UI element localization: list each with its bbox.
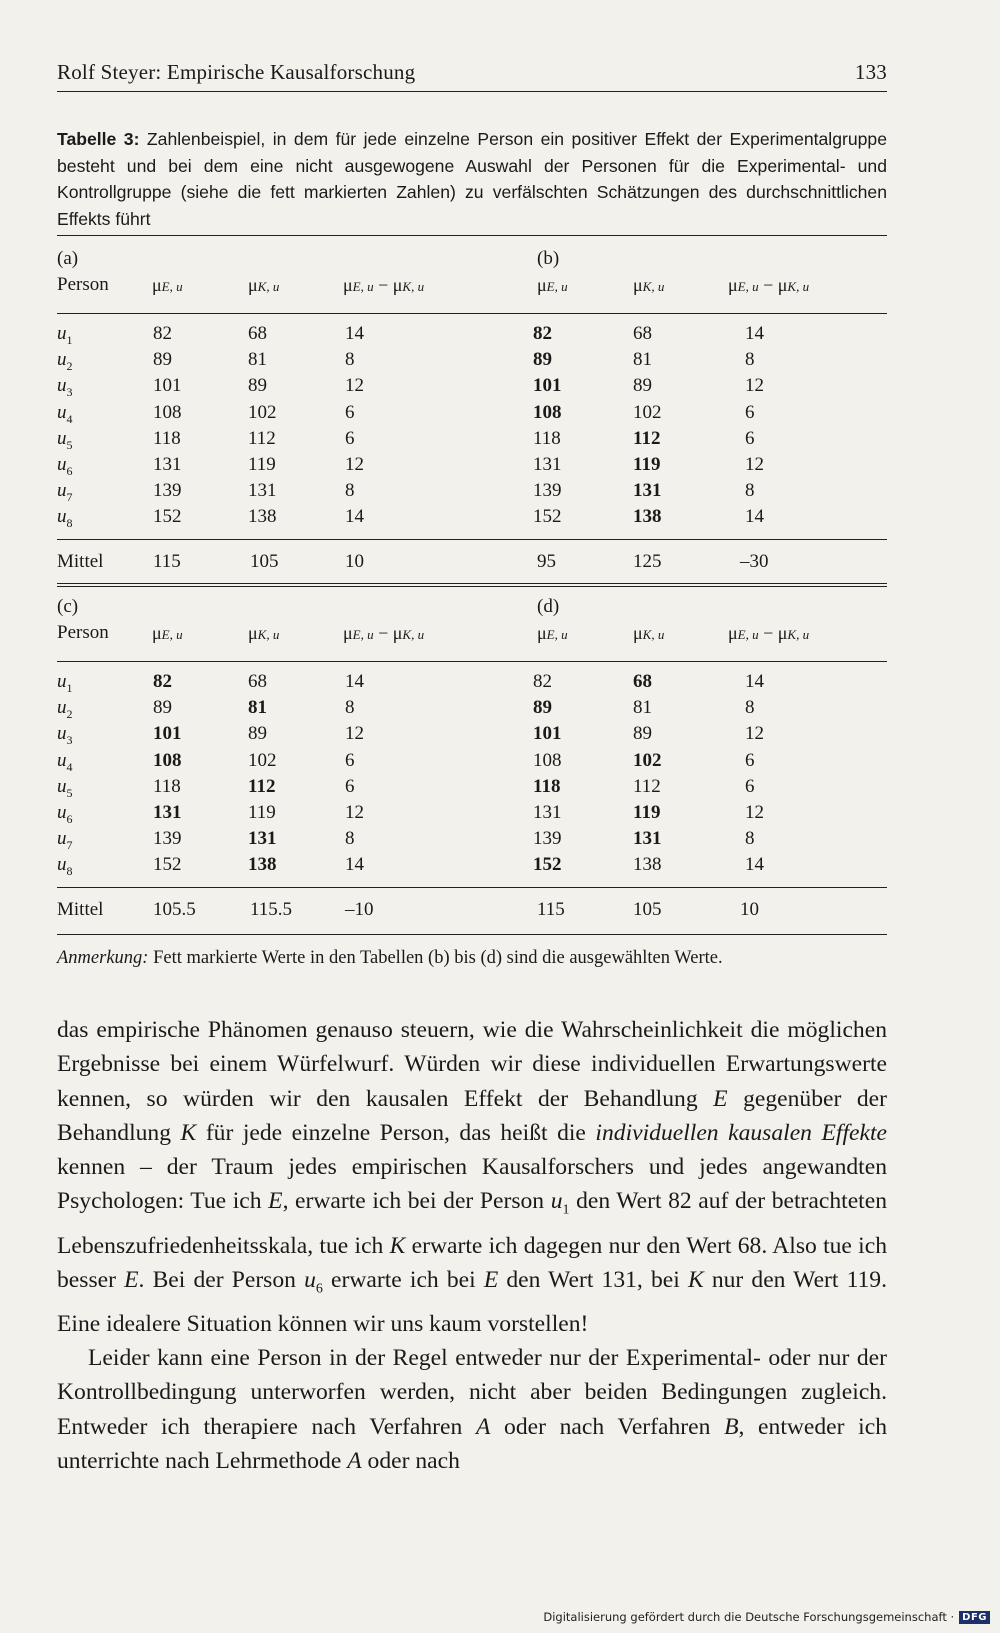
value-cell: 102 bbox=[248, 749, 277, 771]
column-header-mu-k: μK, u bbox=[633, 623, 665, 643]
value-cell: 131 bbox=[248, 828, 277, 850]
row-person-label: $u_6$ bbox=[57, 454, 73, 478]
value-cell: 14 bbox=[745, 323, 764, 344]
value-cell: 89 bbox=[533, 697, 552, 719]
column-header-mu-k: μK, u bbox=[248, 275, 280, 295]
value-cell: 14 bbox=[745, 854, 764, 876]
header-rule bbox=[57, 661, 887, 662]
value-cell: 6 bbox=[345, 401, 355, 423]
subtable-label: (d) bbox=[537, 596, 560, 617]
value-cell: 102 bbox=[633, 401, 662, 423]
mean-value: 105 bbox=[633, 898, 662, 920]
header-rule bbox=[57, 91, 887, 92]
column-header-person: Person bbox=[57, 622, 109, 643]
value-cell: 8 bbox=[745, 697, 755, 719]
value-cell: 12 bbox=[745, 723, 764, 745]
value-cell: 81 bbox=[248, 349, 267, 371]
value-cell: 14 bbox=[345, 854, 364, 876]
value-cell: 6 bbox=[745, 427, 755, 449]
value-cell: 118 bbox=[533, 427, 561, 449]
mean-value: –30 bbox=[740, 550, 769, 572]
value-cell: 8 bbox=[345, 828, 355, 850]
value-cell: 101 bbox=[533, 375, 562, 397]
value-cell: 14 bbox=[345, 506, 364, 528]
emphasis-term: individuellen kausalen Effekte bbox=[595, 1119, 887, 1146]
value-cell: 152 bbox=[153, 854, 182, 876]
row-person-label: $u_4$ bbox=[57, 749, 73, 774]
value-cell: 8 bbox=[745, 349, 755, 371]
mean-value: 115 bbox=[153, 550, 181, 572]
value-cell: 131 bbox=[248, 480, 277, 502]
table-bottom-rule bbox=[57, 586, 887, 587]
table-top-rule bbox=[57, 583, 887, 584]
column-header-diff: μE, u − μK, u bbox=[343, 275, 425, 295]
table-bottom-rule bbox=[57, 934, 887, 935]
subtable-label: (c) bbox=[57, 596, 79, 617]
value-cell: 81 bbox=[633, 697, 652, 719]
value-cell: 14 bbox=[345, 323, 364, 344]
value-cell: 89 bbox=[633, 375, 652, 397]
value-cell: 119 bbox=[633, 802, 661, 823]
value-cell: 108 bbox=[533, 749, 562, 771]
value-cell: 112 bbox=[633, 775, 661, 797]
value-cell: 14 bbox=[345, 671, 364, 692]
value-cell: 12 bbox=[745, 802, 764, 823]
value-cell: 131 bbox=[633, 828, 662, 850]
value-cell: 131 bbox=[533, 454, 562, 475]
value-cell: 102 bbox=[633, 749, 662, 771]
value-cell: 12 bbox=[345, 802, 364, 823]
header-rule bbox=[57, 313, 887, 314]
value-cell: 89 bbox=[153, 349, 172, 371]
value-cell: 108 bbox=[533, 401, 562, 423]
note-text: Fett markierte Werte in den Tabellen (b) bis (d) sind die ausgewählten Werte. bbox=[153, 948, 723, 968]
column-header-diff: μE, u − μK, u bbox=[728, 623, 810, 643]
value-cell: 138 bbox=[633, 506, 662, 528]
value-cell: 8 bbox=[745, 480, 755, 502]
value-cell: 119 bbox=[248, 454, 276, 475]
value-cell: 102 bbox=[248, 401, 277, 423]
mean-value: 95 bbox=[537, 550, 556, 572]
value-cell: 118 bbox=[153, 775, 181, 797]
value-cell: 108 bbox=[153, 749, 182, 771]
mean-value: 115 bbox=[537, 898, 565, 920]
value-cell: 81 bbox=[633, 349, 652, 371]
mean-value: 10 bbox=[345, 550, 364, 572]
row-person-label: $u_7$ bbox=[57, 480, 73, 504]
column-header-person: Person bbox=[57, 274, 109, 295]
caption-text: Zahlenbeispiel, in dem für jede einzelne Person ein positiver Effekt der Experimentalgruppe besteht und bei dem eine nicht ausgewogene Auswahl der Personen für die Experimental- und Kontrollgruppe (siehe die fett markierten Zahlen) zu verfälschten Schätzungen des durchschnittlichen Effekts führt bbox=[57, 129, 888, 229]
column-header-mu-e: μE, u bbox=[152, 275, 183, 295]
value-cell: 6 bbox=[745, 401, 755, 423]
row-person-label: $u_4$ bbox=[57, 401, 73, 426]
column-header-mu-e: μE, u bbox=[537, 623, 568, 643]
row-person-label: $u_2$ bbox=[57, 349, 73, 373]
column-header-diff: μE, u − μK, u bbox=[728, 275, 810, 295]
value-cell: 14 bbox=[745, 506, 764, 528]
value-cell: 68 bbox=[248, 323, 267, 344]
value-cell: 101 bbox=[153, 723, 182, 745]
value-cell: 89 bbox=[248, 723, 267, 745]
value-cell: 81 bbox=[248, 697, 267, 719]
value-cell: 82 bbox=[153, 671, 172, 692]
value-cell: 89 bbox=[633, 723, 652, 745]
value-cell: 8 bbox=[345, 349, 355, 371]
mean-label: Mittel bbox=[57, 898, 104, 920]
value-cell: 89 bbox=[248, 375, 267, 397]
row-person-label: $u_2$ bbox=[57, 697, 73, 721]
row-person-label: $u_8$ bbox=[57, 506, 73, 531]
value-cell: 131 bbox=[633, 480, 662, 502]
column-header-mu-e: μE, u bbox=[537, 275, 568, 295]
value-cell: 112 bbox=[248, 775, 276, 797]
value-cell: 101 bbox=[153, 375, 182, 397]
subtable-label: (b) bbox=[537, 248, 560, 269]
note-label: Anmerkung: bbox=[57, 948, 149, 968]
row-person-label: $u_6$ bbox=[57, 802, 73, 826]
value-cell: 152 bbox=[533, 854, 562, 876]
value-cell: 12 bbox=[745, 454, 764, 475]
row-person-label: $u_5$ bbox=[57, 775, 73, 800]
value-cell: 82 bbox=[153, 323, 172, 344]
value-cell: 138 bbox=[248, 854, 277, 876]
value-cell: 118 bbox=[153, 427, 181, 449]
column-header-diff: μE, u − μK, u bbox=[343, 623, 425, 643]
value-cell: 152 bbox=[153, 506, 182, 528]
value-cell: 112 bbox=[633, 427, 661, 449]
subtable-label: (a) bbox=[57, 248, 79, 269]
value-cell: 8 bbox=[745, 828, 755, 850]
row-person-label: $u_3$ bbox=[57, 375, 73, 400]
mean-rule bbox=[57, 887, 887, 888]
paragraph-1: das empirische Phänomen genauso steuern, wie die Wahrscheinlichkeit die möglichen Ergebnisse bei einem Würfelwurf. Würden wir diese individuellen Erwartungswerte kennen, so würden wir den kausalen Effekt der Behandlung E gegenüber der Behandlung K für jede einzelne Person, das heißt die individuellen kausalen Effekte kennen – der Traum jedes empirischen Kausalforschers und jedes angewandten Psychologen: Tue ich E, erwarte ich bei der Person $u_1$ den Wert 82 auf der betrachteten Lebenszufriedenheitsskala, tue ich K erwarte ich dagegen nur den Wert 68. Also tue ich besser E. Bei der Person $u_6$ erwarte ich bei E den Wert 131, bei K nur den Wert 119. Eine idealere Situation können wir uns kaum vorstellen! bbox=[57, 1017, 887, 1337]
digitization-footer bbox=[543, 1610, 990, 1624]
value-cell: 139 bbox=[533, 480, 562, 502]
value-cell: 12 bbox=[345, 454, 364, 475]
value-cell: 6 bbox=[345, 427, 355, 449]
mean-value: 115.5 bbox=[250, 898, 293, 920]
row-person-label: $u_7$ bbox=[57, 828, 73, 852]
value-cell: 68 bbox=[633, 671, 652, 692]
value-cell: 6 bbox=[745, 749, 755, 771]
value-cell: 89 bbox=[153, 697, 172, 719]
value-cell: 138 bbox=[248, 506, 277, 528]
running-title: Rolf Steyer: Empirische Kausalforschung bbox=[57, 60, 416, 84]
row-person-label: $u_5$ bbox=[57, 427, 73, 452]
table-note bbox=[57, 948, 887, 969]
column-header-mu-e: μE, u bbox=[152, 623, 183, 643]
value-cell: 112 bbox=[248, 427, 276, 449]
value-cell: 108 bbox=[153, 401, 182, 423]
value-cell: 101 bbox=[533, 723, 562, 745]
running-header bbox=[57, 60, 887, 85]
table-top-rule bbox=[57, 235, 887, 236]
mean-value: 125 bbox=[633, 550, 662, 572]
value-cell: 131 bbox=[153, 802, 182, 823]
value-cell: 68 bbox=[248, 671, 267, 692]
column-header-mu-k: μK, u bbox=[633, 275, 665, 295]
mean-value: 105 bbox=[250, 550, 279, 572]
value-cell: 82 bbox=[533, 671, 552, 692]
row-person-label: $u_1$ bbox=[57, 671, 73, 695]
value-cell: 139 bbox=[153, 828, 182, 850]
row-person-label: $u_3$ bbox=[57, 723, 73, 748]
value-cell: 118 bbox=[533, 775, 561, 797]
column-header-mu-k: μK, u bbox=[248, 623, 280, 643]
footer-text: Digitalisierung gefördert durch die Deutsche Forschungsgemeinschaft · bbox=[543, 1610, 955, 1624]
value-cell: 68 bbox=[633, 323, 652, 344]
value-cell: 139 bbox=[153, 480, 182, 502]
body-text bbox=[57, 1013, 887, 1478]
page-number: 133 bbox=[854, 60, 887, 84]
table-caption bbox=[57, 126, 887, 232]
value-cell: 119 bbox=[633, 454, 661, 475]
value-cell: 12 bbox=[345, 723, 364, 745]
value-cell: 152 bbox=[533, 506, 562, 528]
mean-value: 10 bbox=[740, 898, 759, 920]
value-cell: 139 bbox=[533, 828, 562, 850]
row-person-label: $u_8$ bbox=[57, 854, 73, 879]
value-cell: 12 bbox=[345, 375, 364, 397]
value-cell: 12 bbox=[745, 375, 764, 397]
value-cell: 138 bbox=[633, 854, 662, 876]
mean-value: 105.5 bbox=[153, 898, 196, 920]
mean-label: Mittel bbox=[57, 550, 104, 572]
value-cell: 89 bbox=[533, 349, 552, 371]
value-cell: 131 bbox=[533, 802, 562, 823]
paragraph-2: Leider kann eine Person in der Regel entweder nur der Experimental- oder nur der Kontrollbedingung unterworfen werden, nicht aber beiden Bedingungen zugleich. Entweder ich therapiere nach Verfahren A oder nach Verfahren B, entweder ich unterrichte nach Lehrmethode A oder nach bbox=[57, 1345, 887, 1474]
value-cell: 8 bbox=[345, 697, 355, 719]
value-cell: 119 bbox=[248, 802, 276, 823]
mean-value: –10 bbox=[345, 898, 374, 920]
value-cell: 82 bbox=[533, 323, 552, 344]
value-cell: 131 bbox=[153, 454, 182, 475]
value-cell: 6 bbox=[745, 775, 755, 797]
caption-label: Tabelle 3: bbox=[57, 129, 140, 149]
mean-rule bbox=[57, 539, 887, 540]
value-cell: 6 bbox=[345, 775, 355, 797]
value-cell: 8 bbox=[345, 480, 355, 502]
value-cell: 6 bbox=[345, 749, 355, 771]
value-cell: 14 bbox=[745, 671, 764, 692]
dfg-logo: DFG bbox=[959, 1611, 990, 1624]
row-person-label: $u_1$ bbox=[57, 323, 73, 347]
